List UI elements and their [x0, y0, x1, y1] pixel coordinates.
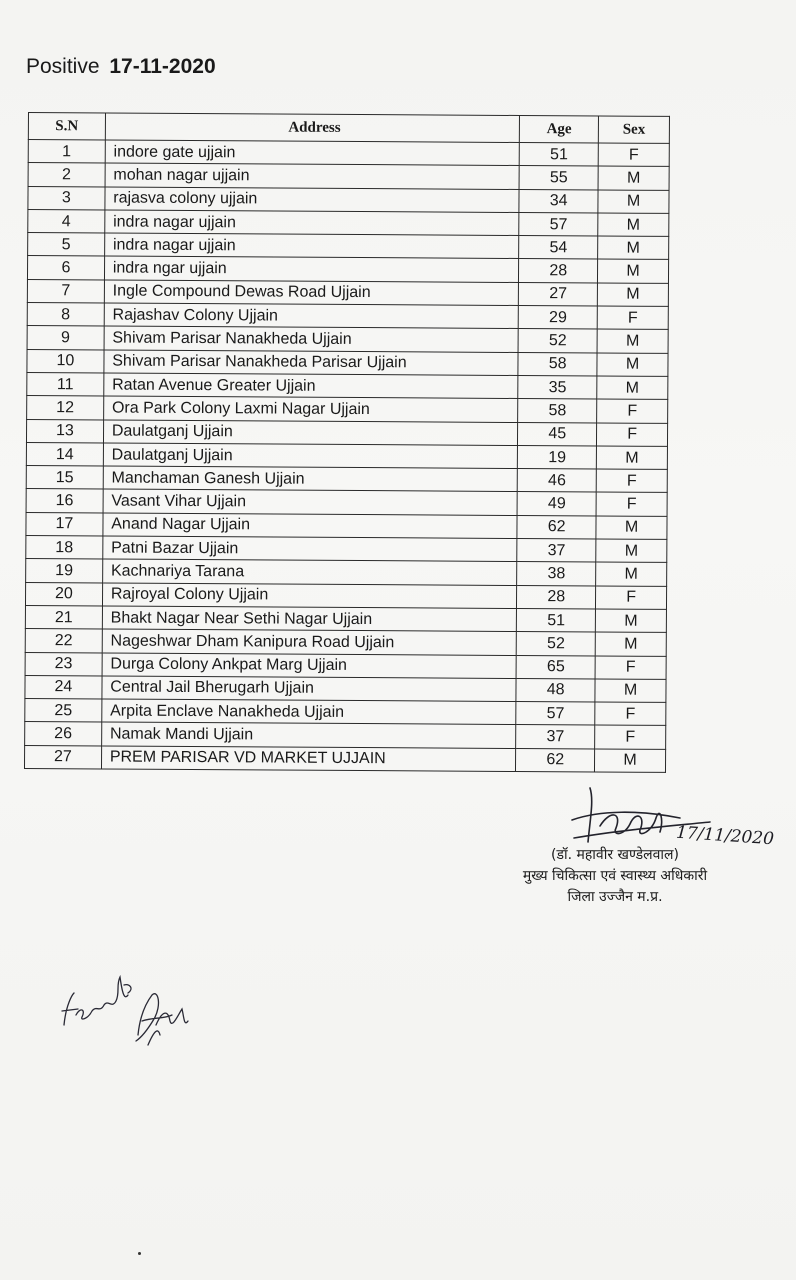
- cell-sex: M: [595, 609, 666, 633]
- cell-sn: 7: [27, 279, 104, 303]
- heading-label: Positive: [26, 55, 100, 78]
- cell-sn: 16: [26, 489, 103, 513]
- cell-age: 37: [517, 539, 596, 563]
- cell-address: Shivam Parisar Nanakheda Ujjain: [104, 326, 519, 352]
- heading-date: 17-11-2020: [109, 55, 216, 78]
- cell-age: 57: [516, 702, 595, 726]
- cell-address: indra nagar ujjain: [104, 233, 519, 259]
- cell-address: Central Jail Bherugarh Ujjain: [102, 676, 517, 702]
- cell-sex: F: [595, 656, 666, 680]
- cell-sex: F: [595, 725, 666, 749]
- cell-age: 34: [519, 189, 598, 213]
- cell-address: Rajashav Colony Ujjain: [104, 303, 519, 329]
- cell-sn: 17: [26, 512, 103, 536]
- cell-sn: 14: [26, 442, 103, 466]
- cell-sn: 13: [26, 419, 103, 443]
- cell-age: 54: [519, 236, 598, 260]
- cell-sn: 6: [27, 256, 104, 280]
- cell-age: 19: [518, 445, 597, 469]
- cell-sex: M: [595, 749, 666, 773]
- cell-address: Manchaman Ganesh Ujjain: [103, 466, 518, 492]
- cell-address: indra ngar ujjain: [104, 256, 519, 282]
- cell-sn: 27: [24, 745, 101, 769]
- cell-sn: 15: [26, 466, 103, 490]
- header-sn: S.N: [28, 113, 105, 140]
- cell-sn: 12: [27, 396, 104, 420]
- officer-name: (डॉ. महावीर खण्डेलवाल): [551, 847, 679, 863]
- cell-sex: M: [597, 283, 668, 307]
- document-heading: [26, 55, 216, 79]
- cell-age: 29: [519, 306, 598, 330]
- cell-age: 62: [516, 748, 595, 772]
- cell-sn: 5: [28, 233, 105, 257]
- signature-date: 17/11/2020: [675, 822, 775, 850]
- cell-address: Daulatganj Ujjain: [103, 443, 518, 469]
- cell-sex: F: [595, 702, 666, 726]
- positive-cases-table: [24, 112, 670, 773]
- table-row: [24, 745, 665, 772]
- cell-address: Daulatganj Ujjain: [103, 420, 518, 446]
- cell-address: Durga Colony Ankpat Marg Ujjain: [102, 652, 517, 678]
- cell-address: indore gate ujjain: [105, 140, 520, 166]
- cell-address: Patni Bazar Ujjain: [103, 536, 518, 562]
- cell-age: 37: [516, 725, 595, 749]
- cell-age: 58: [518, 352, 597, 376]
- cell-age: 38: [517, 562, 596, 586]
- cell-sex: M: [597, 353, 668, 377]
- cell-age: 58: [518, 399, 597, 423]
- forwarded-signature: [58, 965, 198, 1075]
- cell-address: rajasva colony ujjain: [105, 187, 520, 213]
- cell-age: 57: [519, 212, 598, 236]
- cell-sn: 25: [25, 699, 102, 723]
- cell-age: 65: [516, 655, 595, 679]
- cell-address: Shivam Parisar Nanakheda Parisar Ujjain: [104, 350, 519, 376]
- cell-sex: M: [597, 376, 668, 400]
- cell-sn: 11: [27, 372, 104, 396]
- cell-address: mohan nagar ujjain: [105, 163, 520, 189]
- cell-sn: 8: [27, 303, 104, 327]
- cell-age: 45: [518, 422, 597, 446]
- cell-sex: M: [598, 190, 669, 214]
- cell-sn: 10: [27, 349, 104, 373]
- cell-age: 52: [517, 632, 596, 656]
- cell-sex: M: [597, 329, 668, 353]
- cell-sn: 24: [25, 675, 102, 699]
- header-address: Address: [105, 113, 520, 143]
- cell-sn: 3: [28, 186, 105, 210]
- cell-address: Ingle Compound Dewas Road Ujjain: [104, 280, 519, 306]
- cell-age: 46: [518, 469, 597, 493]
- cell-age: 48: [516, 678, 595, 702]
- cell-sex: F: [597, 306, 668, 330]
- cell-address: Vasant Vihar Ujjain: [103, 489, 518, 515]
- cell-sex: M: [596, 516, 667, 540]
- cell-sex: F: [596, 492, 667, 516]
- cell-address: Nageshwar Dham Kanipura Road Ujjain: [102, 629, 517, 655]
- cell-sn: 26: [25, 722, 102, 746]
- cell-address: PREM PARISAR VD MARKET UJJAIN: [101, 746, 516, 772]
- cell-age: 28: [517, 585, 596, 609]
- cell-sex: M: [595, 679, 666, 703]
- officer-district: जिला उज्जैन म.प्र.: [567, 889, 663, 905]
- cell-sex: M: [596, 446, 667, 470]
- cell-address: Rajroyal Colony Ujjain: [102, 583, 517, 609]
- cell-address: Arpita Enclave Nanakheda Ujjain: [102, 699, 517, 725]
- cell-age: 52: [518, 329, 597, 353]
- cell-sex: M: [596, 562, 667, 586]
- cell-sn: 1: [28, 140, 105, 164]
- cell-sex: M: [598, 236, 669, 260]
- cell-sex: M: [596, 539, 667, 563]
- cell-age: 51: [517, 608, 596, 632]
- cell-sex: M: [598, 259, 669, 283]
- cell-sn: 18: [26, 536, 103, 560]
- cell-address: indra nagar ujjain: [105, 210, 520, 236]
- cell-sex: M: [595, 632, 666, 656]
- cell-age: 55: [519, 166, 598, 190]
- cell-address: Anand Nagar Ujjain: [103, 513, 518, 539]
- cell-age: 27: [519, 282, 598, 306]
- cell-age: 49: [517, 492, 596, 516]
- cell-sex: F: [596, 469, 667, 493]
- cell-sn: 2: [28, 163, 105, 187]
- cell-age: 62: [517, 515, 596, 539]
- cell-sn: 23: [25, 652, 102, 676]
- cell-age: 51: [520, 143, 599, 167]
- cell-sex: M: [598, 166, 669, 190]
- cell-sex: M: [598, 213, 669, 237]
- cell-sn: 22: [25, 629, 102, 653]
- cell-age: 28: [519, 259, 598, 283]
- page-speck: [138, 1252, 141, 1255]
- header-age: Age: [520, 116, 599, 143]
- cell-sn: 4: [28, 209, 105, 233]
- cell-sn: 21: [25, 605, 102, 629]
- cell-address: Kachnariya Tarana: [102, 559, 517, 585]
- cell-sex: F: [597, 399, 668, 423]
- officer-designation-block: [500, 845, 730, 908]
- header-sex: Sex: [598, 116, 669, 143]
- cell-sn: 9: [27, 326, 104, 350]
- cell-sn: 19: [26, 559, 103, 583]
- cell-address: Bhakt Nagar Near Sethi Nagar Ujjain: [102, 606, 517, 632]
- cell-sex: F: [598, 143, 669, 167]
- cell-sex: F: [596, 586, 667, 610]
- cell-age: 35: [518, 375, 597, 399]
- table-body: [24, 140, 669, 773]
- cell-sex: F: [597, 423, 668, 447]
- table-header-row: [28, 113, 669, 144]
- cell-address: Ratan Avenue Greater Ujjain: [104, 373, 519, 399]
- cell-address: Namak Mandi Ujjain: [101, 722, 516, 748]
- cell-sn: 20: [25, 582, 102, 606]
- cell-address: Ora Park Colony Laxmi Nagar Ujjain: [103, 396, 518, 422]
- officer-designation: मुख्य चिकित्सा एवं स्वास्थ्य अधिकारी: [522, 868, 708, 884]
